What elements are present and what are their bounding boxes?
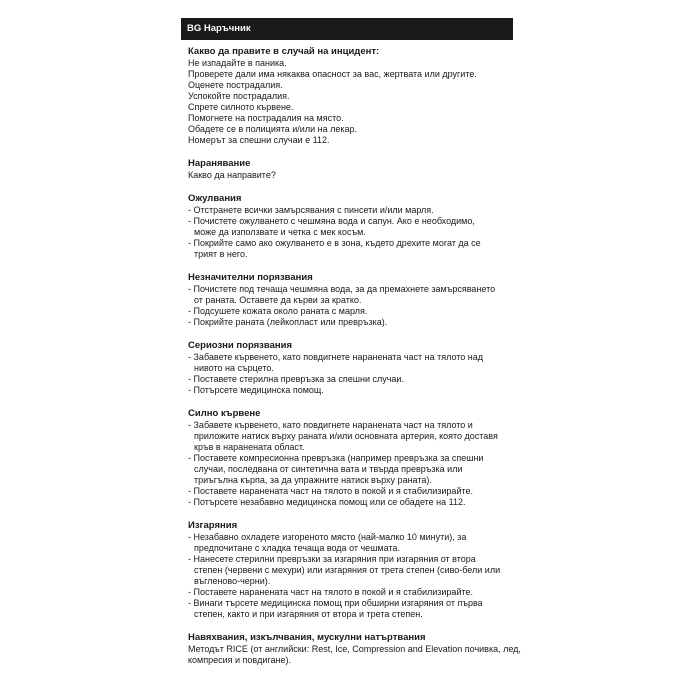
section-title: Незначителни порязвания — [188, 272, 313, 283]
text-line: - Потърсете незабавно медицинска помощ или се обадете на 112. — [188, 497, 466, 507]
text-line: въгленово-черни). — [194, 576, 271, 586]
text-line: може да използвате и четка с мек косъм. — [194, 227, 366, 237]
header-bar — [181, 18, 513, 40]
text-line: Какво да направите? — [188, 170, 276, 180]
header-title: BG Наръчник — [187, 23, 251, 34]
section — [181, 340, 513, 396]
text-line: степен (червени с мехури) или изгаряния от трета степен (сиво-бели или — [194, 565, 501, 575]
section — [181, 632, 521, 666]
text-line: Проверете дали има някаква опасност за вас, жертвата или другите. — [188, 69, 477, 79]
text-line: Успокойте пострадалия. — [188, 91, 290, 101]
text-line: - Забавете кървенето, като повдигнете наранената част на тялото и — [188, 420, 473, 430]
text-line: - Потърсете медицинска помощ. — [188, 385, 324, 395]
section-title: Сериозни порязвания — [188, 340, 293, 351]
text-line: - Подсушете кожата около раната с марля. — [188, 306, 368, 316]
text-line: Спрете силното кървене. — [188, 102, 294, 112]
text-line: Номерът за спешни случаи е 112. — [188, 135, 330, 145]
text-line: трият в него. — [194, 249, 248, 259]
text-line: степен, както и при изгаряния от втора и трета степен. — [194, 609, 423, 619]
section — [181, 520, 513, 620]
text-line: Оценете пострадалия. — [188, 80, 283, 90]
manual-content — [181, 46, 521, 666]
section-title: Изгаряния — [188, 520, 238, 531]
text-line: - Почистете ожулването с чешмяна вода и сапун. Ако е необходимо, — [188, 216, 475, 226]
manual-page — [181, 18, 521, 678]
text-line: - Поставете стерилна превръзка за спешни случаи. — [188, 374, 404, 384]
section — [181, 272, 513, 328]
section — [181, 46, 513, 146]
text-line: - Поставете наранената част на тялото в покой и я стабилизирайте. — [188, 587, 473, 597]
section — [181, 408, 513, 508]
text-line: - Нанесете стерилни превръзки за изгаряния при изгаряния от втора — [188, 554, 476, 564]
text-line: - Почистете под течаща чешмяна вода, за да премахнете замърсяването — [188, 284, 496, 294]
text-line: Методът RICE (от английски: Rest, Ice, Compression and Elevation почивка, лед, — [188, 644, 521, 654]
text-line: - Забавете кървенето, като повдигнете наранената част на тялото над — [188, 352, 484, 362]
text-line: - Покрийте раната (лейкопласт или превръзка). — [188, 317, 388, 327]
text-line: приложите натиск върху раната и/или основната артерия, която доставя — [194, 431, 498, 441]
text-line: предпочитане с хладка течаща вода от чешмата. — [194, 543, 400, 553]
text-line: кръв в наранената област. — [194, 442, 305, 452]
text-line: - Винаги търсете медицинска помощ при обширни изгаряния от първа — [188, 598, 483, 608]
section-title: Силно кървене — [188, 408, 261, 419]
text-line: триъгълна кърпа, за да упражните натиск върху раната). — [194, 475, 432, 485]
section — [181, 158, 513, 181]
text-line: компресия и повдигане). — [188, 655, 291, 665]
text-line: Не изпадайте в паника. — [188, 58, 287, 68]
text-line: случаи, последвана от синтетична вата и твърда превръзка или — [194, 464, 463, 474]
text-line: Помогнете на пострадалия на място. — [188, 113, 344, 123]
section-title: Навяхвания, изкълчвания, мускулни натъртвания — [188, 632, 426, 643]
text-line: - Незабавно охладете изгореното място (най-малко 10 минути), за — [188, 532, 467, 542]
section-title: Какво да правите в случай на инцидент: — [188, 46, 380, 57]
text-line: - Поставете компресионна превръзка (например превръзка за спешни — [188, 453, 484, 463]
text-line: Обадете се в полицията и/или на лекар. — [188, 124, 357, 134]
section-title: Наранявание — [188, 158, 251, 169]
text-line: - Покрийте само ако ожулването е в зона, където дрехите могат да се — [188, 238, 481, 248]
text-line: от раната. Оставете да кърви за кратко. — [194, 295, 362, 305]
text-line: - Поставете наранената част на тялото в покой и я стабилизирайте. — [188, 486, 473, 496]
text-line: нивото на сърцето. — [194, 363, 274, 373]
section-title: Ожулвания — [188, 193, 242, 204]
section — [181, 193, 513, 260]
text-line: - Отстранете всички замърсявания с пинсети и/или марля. — [188, 205, 434, 215]
